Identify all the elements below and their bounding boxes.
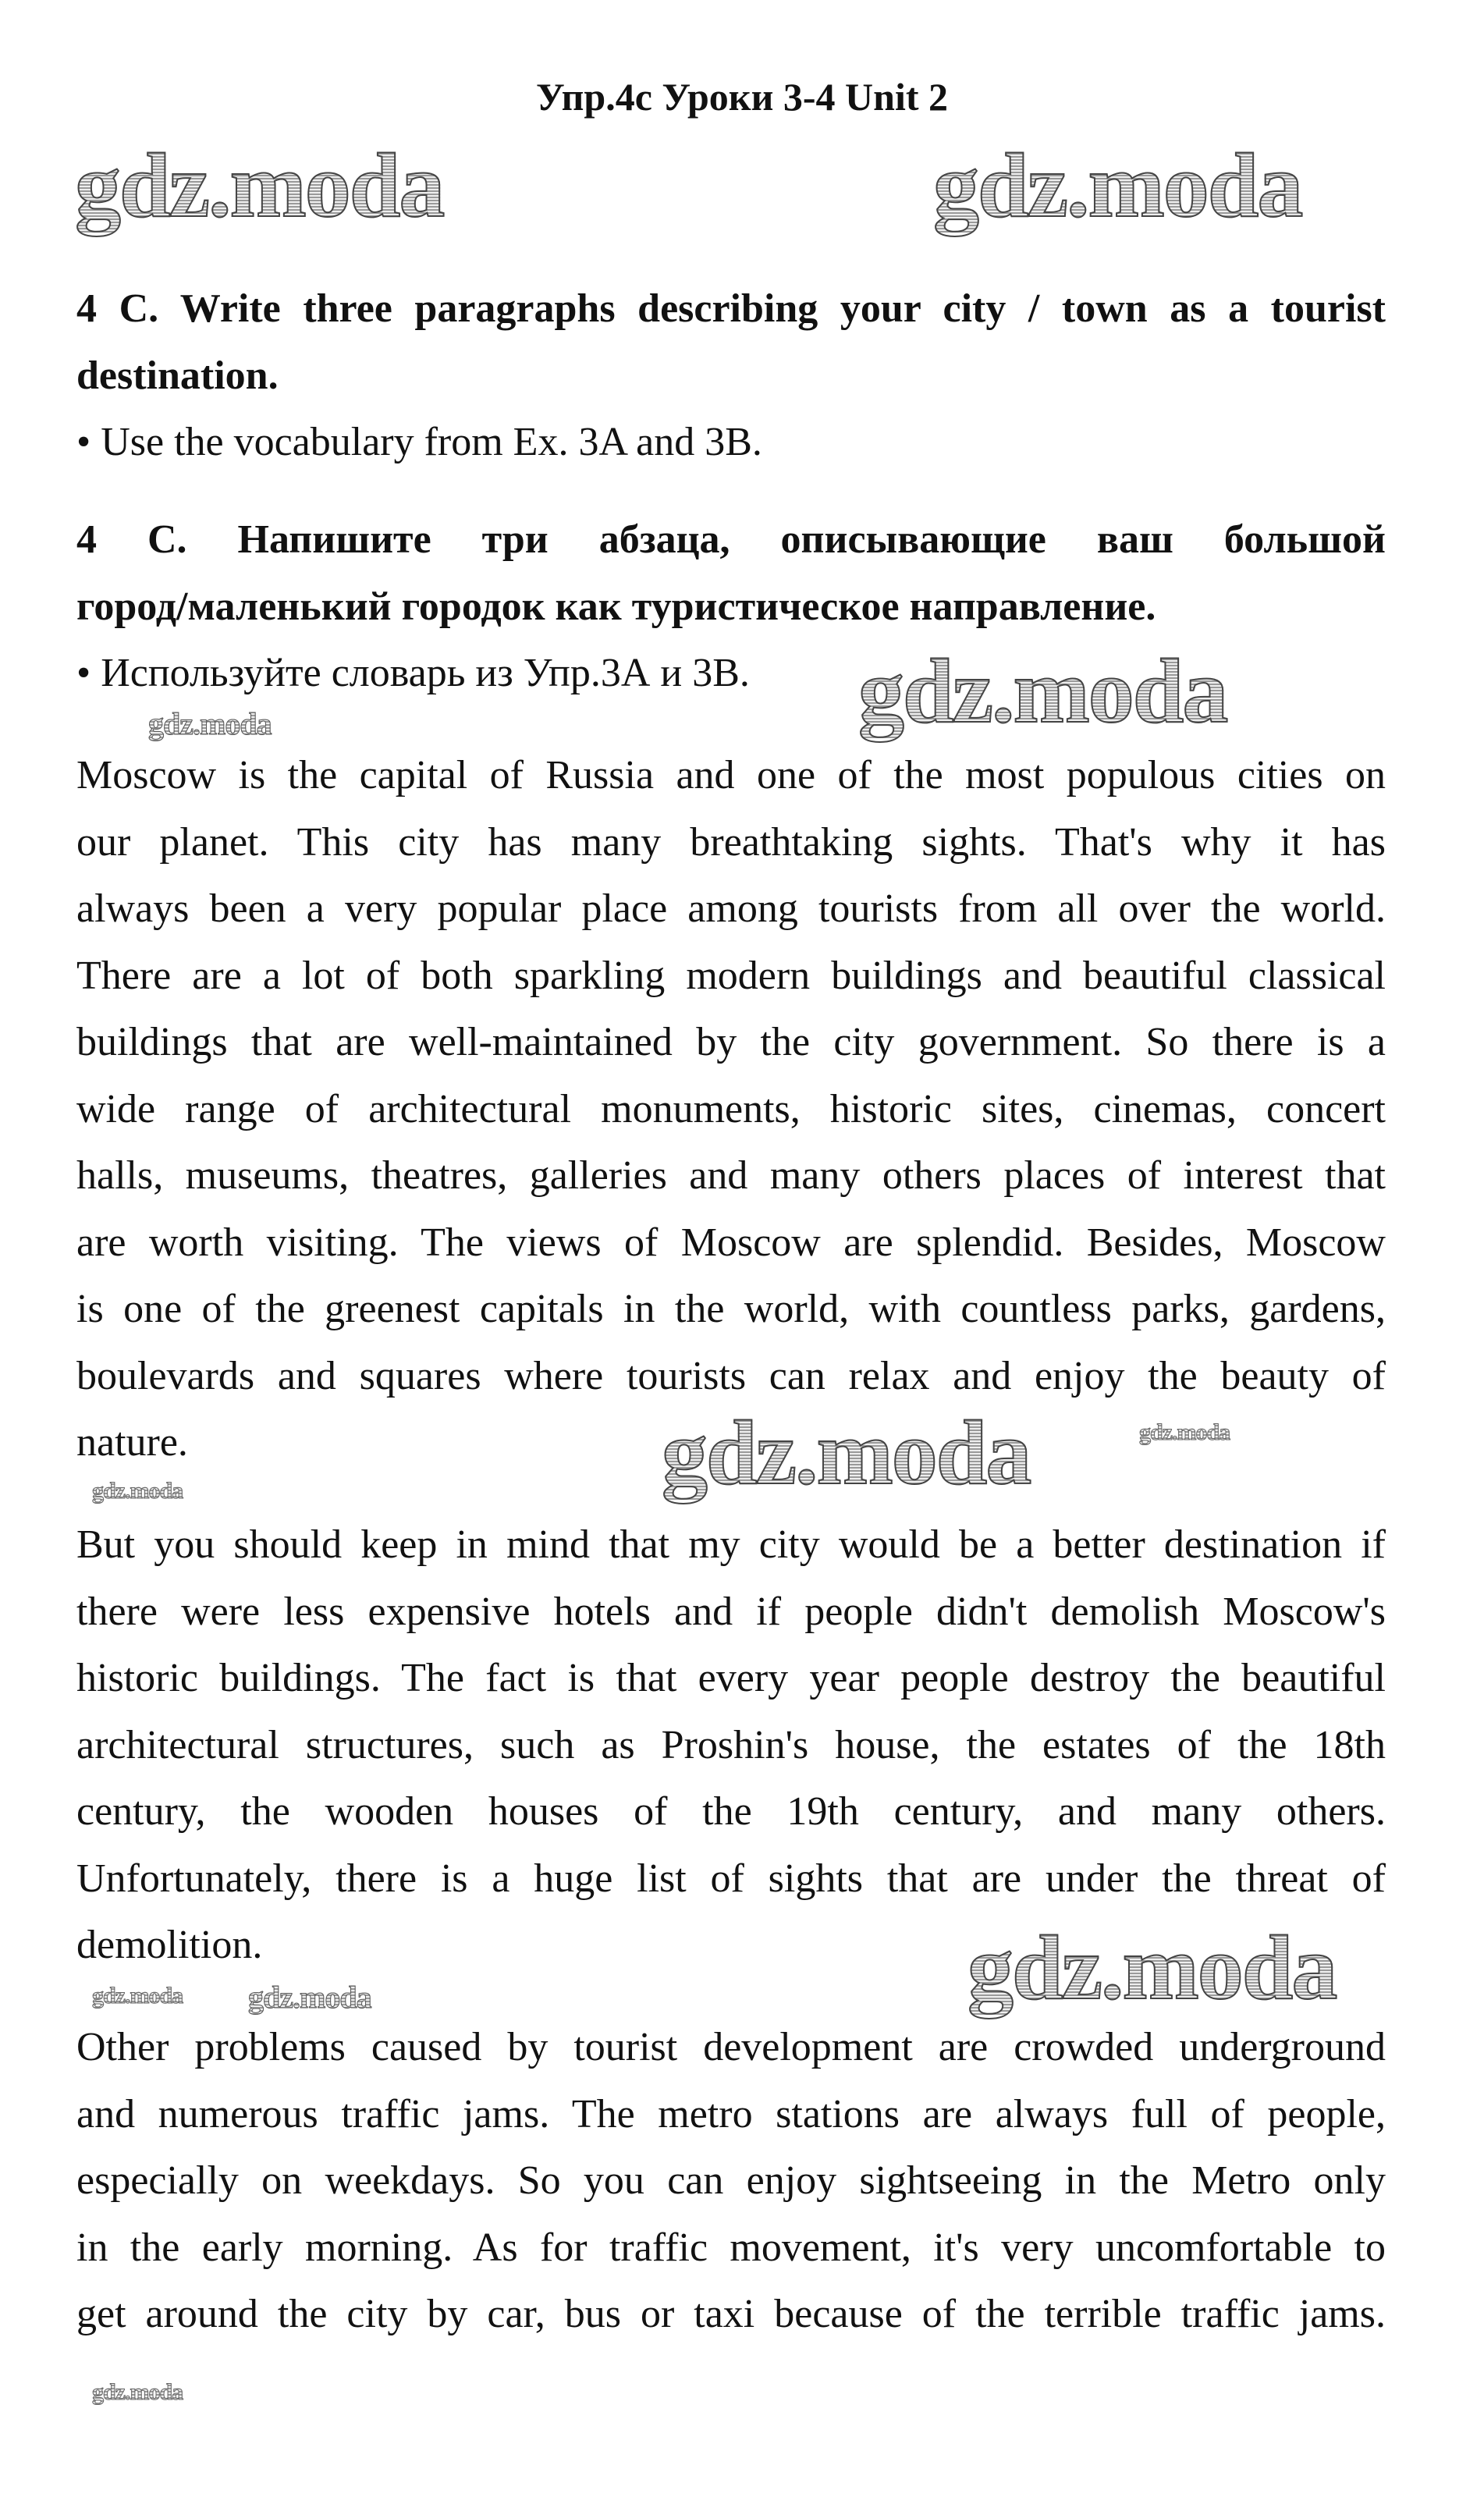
answer-paragraph-3	[76, 2014, 1386, 2348]
paragraph-line: But you should keep in mind that my city would be a better destination if	[76, 1522, 1386, 1567]
paragraph-line: buildings that are well-maintained by the city government. So there is a	[76, 1020, 1386, 1064]
paragraph-line: demolition.	[76, 1923, 263, 1967]
paragraph-line: our planet. This city has many breathtaking sights. That's why it has	[76, 819, 1386, 865]
paragraph-line: in the early morning. As for traffic movement, it's very uncomfortable to	[76, 2225, 1386, 2270]
paragraph-line: get around the city by car, bus or taxi because of the terrible traffic jams.	[76, 2292, 1386, 2336]
watermark-logo: gdz.moda	[967, 1916, 1337, 2019]
task-heading-line: город/маленький городок как туристическое направление.	[76, 584, 1156, 629]
paragraph-line: architectural structures, such as Proshin's house, the estates of the 18th	[76, 1722, 1386, 1767]
paragraph-line: always been a very popular place among tourists from all over the world.	[76, 886, 1386, 931]
page-title: Упр.4c Уроки 3-4 Unit 2	[535, 75, 949, 119]
paragraph-line: are worth visiting. The views of Moscow are splendid. Besides, Moscow	[76, 1220, 1386, 1265]
paragraph-line: Moscow is the capital of Russia and one of the most populous cities on	[76, 753, 1386, 797]
watermark-logo: gdz.moda	[148, 706, 272, 741]
paragraph-line: wide range of architectural monuments, historic sites, cinemas, concert	[76, 1086, 1386, 1131]
paragraph-line: especially on weekdays. So you can enjoy sightseeing in the Metro only	[76, 2158, 1386, 2203]
paragraph-line: historic buildings. The fact is that every year people destroy the beautiful	[76, 1656, 1386, 1700]
paragraph-line: boulevards and squares where tourists can relax and enjoy the beauty of	[76, 1353, 1386, 1398]
paragraph-line: and numerous traffic jams. The metro stations are always full of people,	[76, 2091, 1386, 2136]
answer-paragraph-1	[76, 742, 1386, 1476]
paragraph-line: is one of the greenest capitals in the world, with countless parks, gardens,	[76, 1287, 1386, 1331]
watermark-logo: gdz.moda	[662, 1401, 1031, 1504]
task-heading-line: 4 С. Напишите три абзаца, описывающие ваш большой	[76, 517, 1386, 562]
watermark-logo: gdz.moda	[248, 1980, 371, 2015]
paragraph-line: nature.	[76, 1420, 188, 1465]
paragraph-line: Other problems caused by tourist development are crowded underground	[76, 2025, 1386, 2069]
task-bullet: • Use the vocabulary from Ex. 3A and 3B.	[76, 420, 762, 464]
watermark-logo: gdz.moda	[92, 2379, 183, 2405]
task-english	[76, 275, 1386, 476]
task-russian	[76, 506, 1386, 707]
watermark-logo: gdz.moda	[933, 134, 1302, 236]
answer-paragraph-2	[76, 1511, 1386, 1979]
paragraph-line: there were less expensive hotels and if people didn't demolish Moscow's	[76, 1589, 1386, 1634]
task-heading-line: destination.	[76, 353, 279, 398]
task-bullet: • Используйте словарь из Упр.3А и 3В.	[76, 651, 750, 695]
watermark-logo: gdz.moda	[858, 640, 1227, 742]
task-heading-line: 4 C. Write three paragraphs describing your city / town as a tourist	[76, 286, 1386, 331]
watermark-logo: gdz.moda	[75, 134, 444, 236]
paragraph-line: Unfortunately, there is a huge list of sights that are under the threat of	[76, 1856, 1386, 1901]
paragraph-line: There are a lot of both sparkling modern buildings and beautiful classical	[76, 953, 1386, 998]
paragraph-line: halls, museums, theatres, galleries and many others places of interest that	[76, 1153, 1386, 1198]
paragraph-line: century, the wooden houses of the 19th century, and many others.	[76, 1789, 1386, 1834]
watermark-logo: gdz.moda	[92, 1478, 183, 1504]
watermark-logo: gdz.moda	[1139, 1419, 1230, 1445]
watermark-logo: gdz.moda	[92, 1983, 183, 2009]
